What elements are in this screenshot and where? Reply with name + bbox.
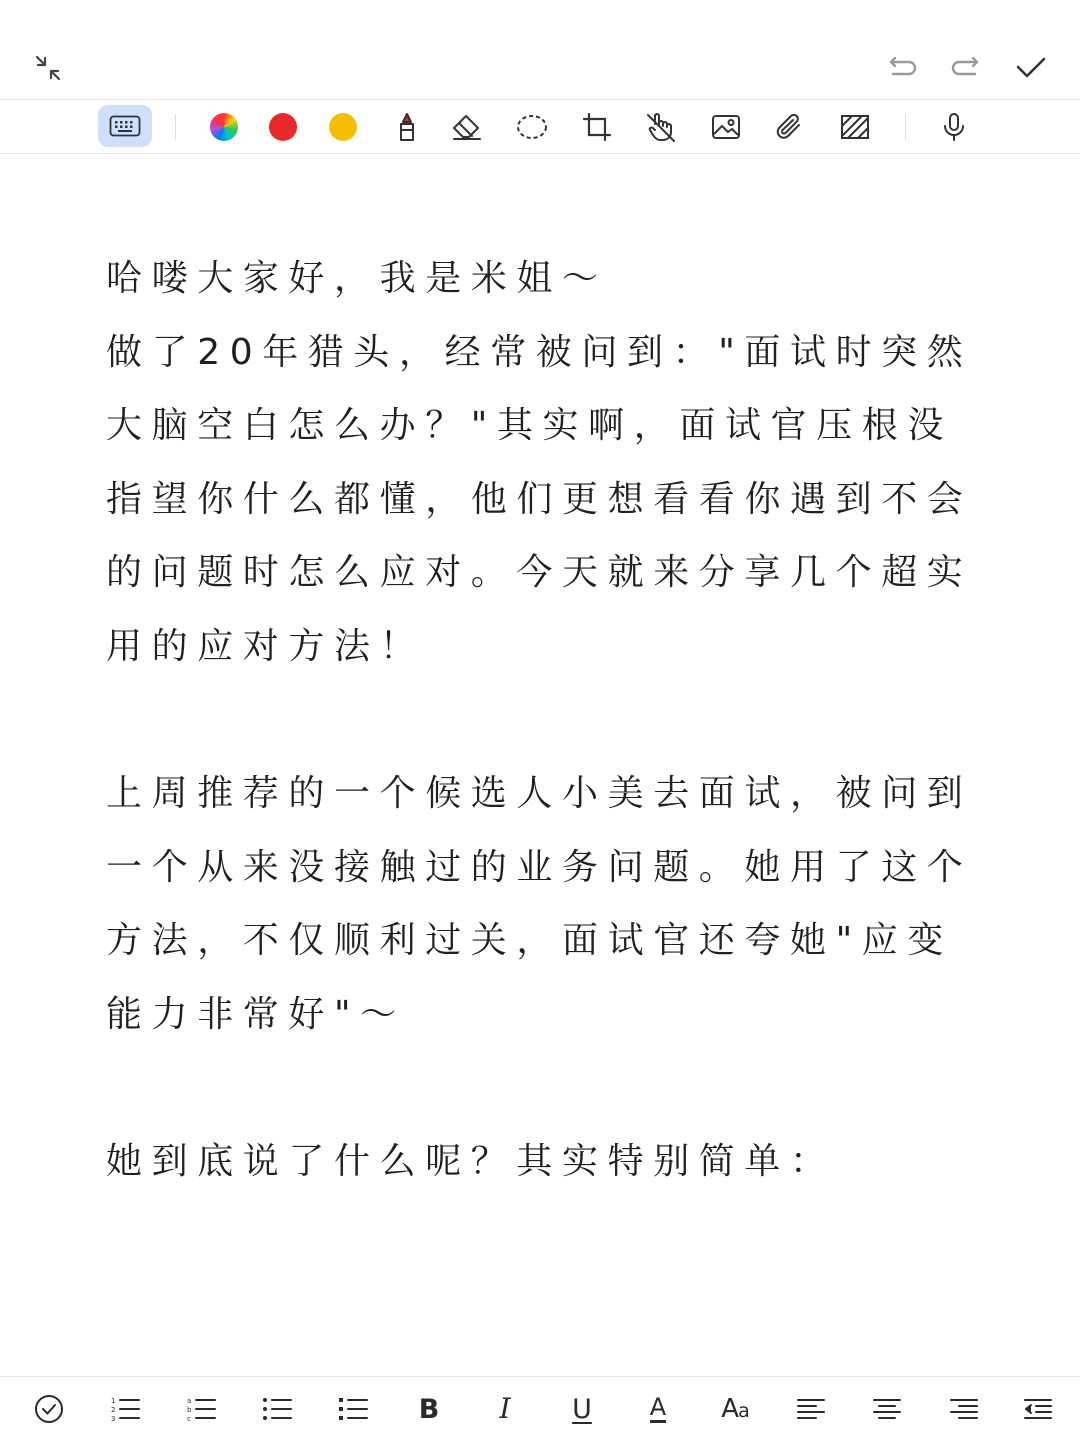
underline-label: U <box>572 1393 592 1425</box>
svg-text:2: 2 <box>111 1406 116 1414</box>
bullet-list-alt-icon[interactable] <box>333 1389 373 1429</box>
toolbar-separator <box>175 114 176 140</box>
font-color-label: A <box>649 1393 667 1421</box>
crop-icon[interactable] <box>577 108 617 146</box>
image-icon[interactable] <box>706 108 746 146</box>
align-left-icon[interactable] <box>791 1389 831 1429</box>
note-paragraph: 上周推荐的一个候选人小美去面试，被问到一个从来没接触过的业务问题。她用了这个方法，不仅顺利过关，面试官还夸她"应变能力非常好"～ <box>106 773 973 1035</box>
svg-text:c: c <box>187 1415 191 1423</box>
note-paragraph: 哈喽大家好，我是米姐～ 做了20年猎头，经常被问到："面试时突然大脑空白怎么办？"其实啊，面试官压根没指望你什么都懂，他们更想看看你遇到不会的问题时怎么应对。今天就来分享几个超实用的应对方法！ <box>106 258 973 667</box>
redo-icon[interactable] <box>946 48 986 88</box>
hand-touch-icon[interactable] <box>641 108 681 146</box>
font-size-label <box>721 1396 748 1422</box>
toolbar-separator <box>905 114 906 140</box>
marker-icon[interactable] <box>387 108 427 146</box>
align-right-icon[interactable] <box>944 1389 984 1429</box>
check-icon[interactable] <box>1011 48 1051 88</box>
align-center-icon[interactable] <box>867 1389 907 1429</box>
microphone-icon[interactable] <box>934 108 974 146</box>
underline-icon[interactable] <box>562 1389 602 1429</box>
font-color-icon[interactable] <box>638 1389 678 1429</box>
font-size-big-letter: A <box>721 1394 739 1424</box>
svg-text:b: b <box>187 1406 192 1414</box>
attachment-icon[interactable] <box>770 108 810 146</box>
font-size-small-letter: a <box>738 1400 749 1422</box>
svg-text:1: 1 <box>111 1397 116 1405</box>
lettered-list-icon[interactable] <box>181 1389 221 1429</box>
font-size-icon[interactable] <box>715 1389 755 1429</box>
outdent-icon[interactable] <box>1018 1389 1058 1429</box>
svg-text:3: 3 <box>111 1415 116 1423</box>
toolbar-divider <box>0 153 1080 154</box>
bold-label: B <box>418 1393 440 1425</box>
background-pattern-icon[interactable] <box>835 108 875 146</box>
yellow-pen-color-icon[interactable] <box>323 108 363 146</box>
format-toolbar <box>0 1376 1080 1440</box>
eraser-icon[interactable] <box>447 108 487 146</box>
color-wheel-icon[interactable] <box>204 108 244 146</box>
italic-label: I <box>499 1392 511 1425</box>
numbered-list-icon[interactable] <box>105 1389 145 1429</box>
bold-icon[interactable] <box>409 1389 449 1429</box>
note-paragraph: 她到底说了什么呢？其实特别简单： <box>106 1141 836 1183</box>
bullet-list-icon[interactable] <box>257 1389 297 1429</box>
drawing-toolbar <box>0 100 1080 153</box>
svg-text:a: a <box>187 1397 192 1405</box>
keyboard-icon[interactable] <box>98 105 152 147</box>
undo-icon[interactable] <box>882 48 922 88</box>
lasso-icon[interactable] <box>512 108 552 146</box>
checklist-icon[interactable] <box>29 1389 69 1429</box>
italic-icon[interactable] <box>485 1389 525 1429</box>
note-editor[interactable] <box>106 242 986 1199</box>
top-bar <box>0 0 1080 100</box>
collapse-arrows-icon[interactable] <box>28 48 68 88</box>
red-pen-color-icon[interactable] <box>263 108 303 146</box>
